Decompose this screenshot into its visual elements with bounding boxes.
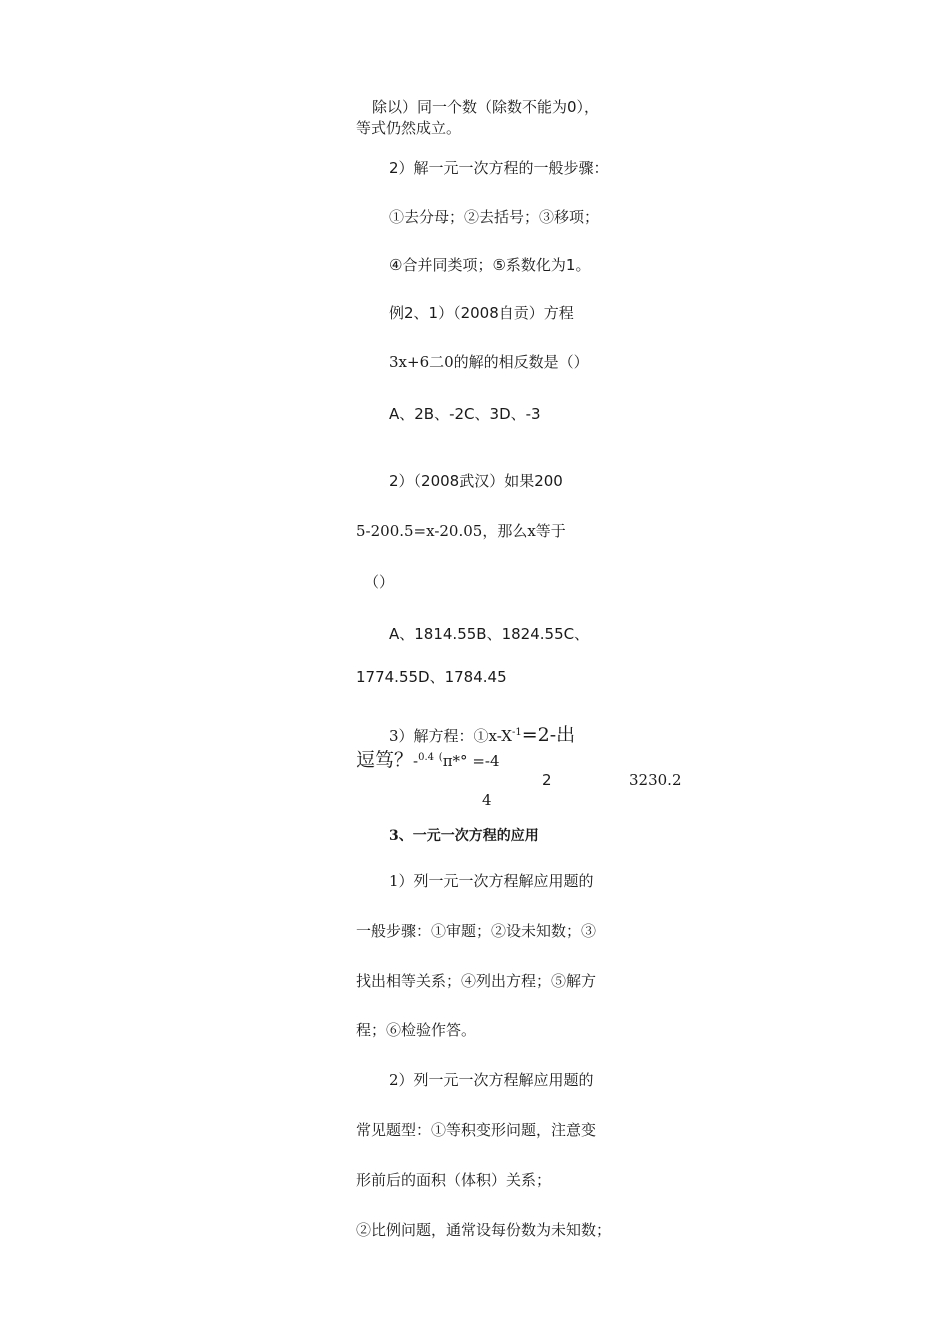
text-line: 2）解一元一次方程的一般步骤： xyxy=(389,159,609,177)
text-line: 1774.55D、1784.45 xyxy=(356,668,507,686)
equation-superscript: -1 xyxy=(511,727,522,738)
text-line: 2）列一元一次方程解应用题的 xyxy=(389,1071,594,1089)
equation-text: π*° =-4 xyxy=(442,752,500,770)
equation-text: 逗笃？ xyxy=(356,749,414,771)
text-line: A、2B、-2C、3D、-3 xyxy=(389,405,541,423)
section-heading: 3、一元一次方程的应用 xyxy=(389,828,539,844)
equation-fragment: 4 xyxy=(482,791,492,809)
text-line: 2）（2008武汉）如果200 xyxy=(389,472,563,490)
text-line: 除以）同一个数（除数不能为0）， xyxy=(372,98,600,116)
equation-fragment: 2 xyxy=(542,771,552,789)
text-line: 一般步骤：①审题；②设未知数；③ xyxy=(356,922,597,940)
text-line: 例2、1）（2008自贡）方程 xyxy=(389,304,574,322)
equation-superscript: 0.4 xyxy=(418,752,434,763)
equation-line xyxy=(356,748,500,771)
text-line: 程；⑥检验作答。 xyxy=(356,1021,477,1039)
text-line: 1）列一元一次方程解应用题的 xyxy=(389,872,594,890)
equation-fragment: 3230.2 xyxy=(629,771,682,789)
text-line: ①去分母；②去括号；③移项； xyxy=(389,208,600,226)
text-line: 找出相等关系；④列出方程；⑤解方 xyxy=(356,972,597,990)
text-line: 常见题型：①等积变形问题，注意变 xyxy=(356,1121,597,1139)
text-line: ②比例问题，通常设每份数为未知数； xyxy=(356,1221,612,1239)
equation-superscript: ( xyxy=(438,752,443,763)
equation-text: - xyxy=(413,752,419,770)
text-line: 5-200.5=x-20.05，那么x等于 xyxy=(356,522,566,540)
equation-text: =2-出 xyxy=(521,724,576,746)
text-line: ④合并同类项；⑤系数化为1。 xyxy=(389,256,591,274)
text-line: 3x+6二0的解的相反数是（） xyxy=(389,353,589,371)
text-line: A、1814.55B、1824.55C、 xyxy=(389,625,590,643)
text-line: 形前后的面积（体积）关系； xyxy=(356,1171,552,1189)
text-line: （） xyxy=(364,573,395,591)
equation-text: 3）解方程：①x-X xyxy=(389,727,512,745)
text-line: 等式仍然成立。 xyxy=(356,119,462,137)
equation-line xyxy=(389,723,575,746)
